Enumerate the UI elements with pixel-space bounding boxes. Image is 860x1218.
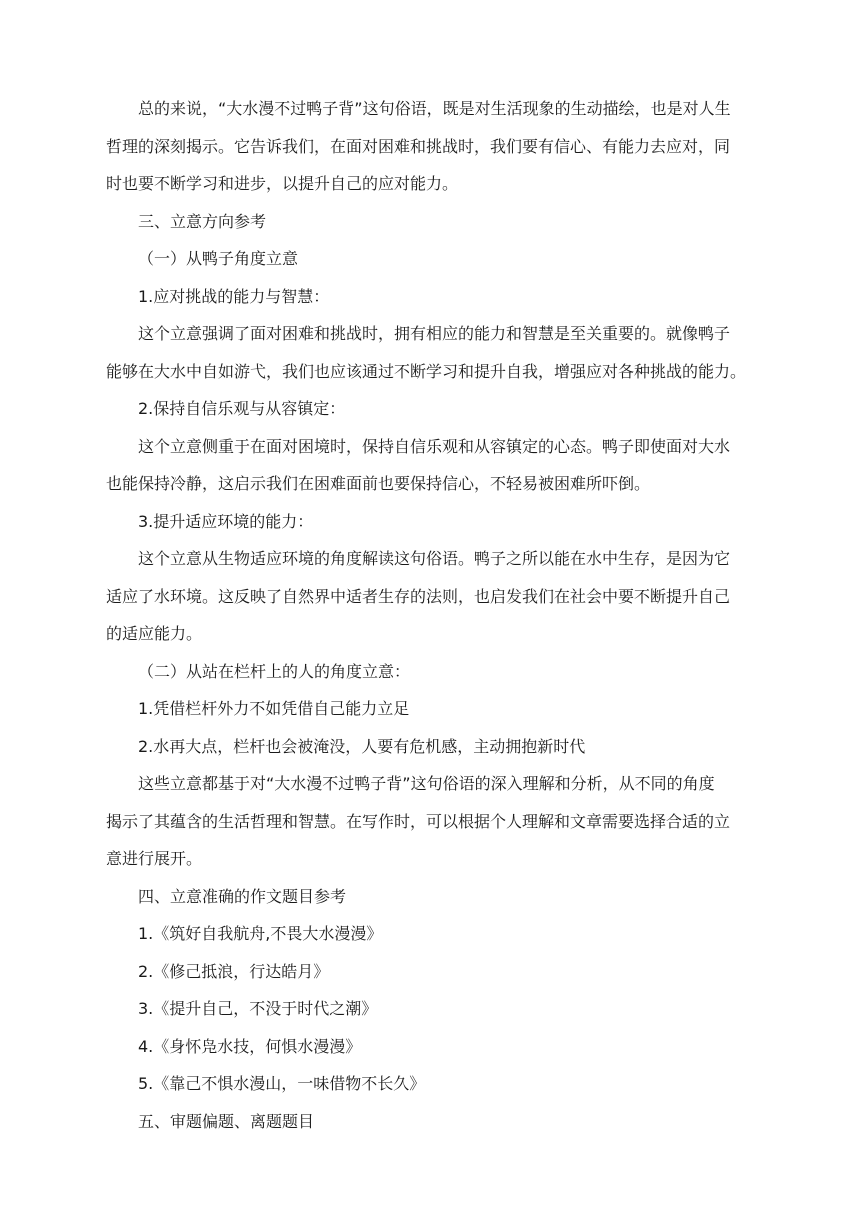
text-line: 总的来说，“大水漫不过鸭子背”这句俗语，既是对生活现象的生动描绘，也是对人生 bbox=[138, 99, 731, 118]
text-line: 能够在大水中自如游弋，我们也应该通过不断学习和提升自我，增强应对各种挑战的能力。 bbox=[106, 361, 747, 381]
text-line: 的适应能力。 bbox=[106, 624, 203, 643]
text-line: 五、审题偏题、离题题目 bbox=[138, 1111, 315, 1131]
text-line: 这些立意都基于对“大水漫不过鸭子背”这句俗语的深入理解和分析，从不同的角度 bbox=[138, 774, 715, 793]
text-line: 适应了水环境。这反映了自然界中适者生存的法则，也启发我们在社会中要不断提升自己 bbox=[106, 586, 731, 606]
text-line: 这个立意侧重于在面对困境时，保持自信乐观和从容镇定的心态。鸭子即使面对大水 bbox=[138, 436, 731, 456]
text-line: 时也要不断学习和进步，以提升自己的应对能力。 bbox=[106, 174, 459, 193]
text-line: 4.《身怀凫水技，何惧水漫漫》 bbox=[138, 1036, 362, 1056]
text-line: 2.水再大点，栏杆也会被淹没，人要有危机感，主动拥抱新时代 bbox=[138, 736, 586, 756]
text-line: 3.《提升自己，不没于时代之潮》 bbox=[138, 999, 378, 1018]
text-line: 四、立意准确的作文题目参考 bbox=[138, 886, 347, 906]
document-page bbox=[106, 90, 756, 1140]
text-line: 意进行展开。 bbox=[106, 849, 203, 868]
text-line: 2.《修己抵浪，行达皓月》 bbox=[138, 961, 330, 981]
text-line: 也能保持冷静，这启示我们在困难面前也要保持信心，不轻易被困难所吓倒。 bbox=[106, 474, 651, 493]
text-line: 1.《筑好自我航舟,不畏大水漫漫》 bbox=[138, 924, 383, 943]
text-line: 这个立意从生物适应环境的角度解读这句俗语。鸭子之所以能在水中生存，是因为它 bbox=[138, 549, 731, 568]
text-line: 三、立意方向参考 bbox=[138, 211, 267, 231]
text-line: 这个立意强调了面对困难和挑战时，拥有相应的能力和智慧是至关重要的。就像鸭子 bbox=[138, 324, 731, 343]
text-line: 哲理的深刻揭示。它告诉我们，在面对困难和挑战时，我们要有信心、有能力去应对，同 bbox=[106, 136, 731, 156]
text-line: 3.提升适应环境的能力： bbox=[138, 511, 314, 531]
text-line: 5.《靠己不惧水漫山，一味借物不长久》 bbox=[138, 1074, 426, 1093]
text-line: 2.保持自信乐观与从容镇定： bbox=[138, 399, 346, 418]
text-line: （二）从站在栏杆上的人的角度立意： bbox=[138, 661, 411, 681]
text-line: 揭示了其蕴含的生活哲理和智慧。在写作时，可以根据个人理解和文章需要选择合适的立 bbox=[106, 811, 731, 831]
text-line: （一）从鸭子角度立意 bbox=[138, 249, 299, 268]
text-line: 1.应对挑战的能力与智慧： bbox=[138, 286, 330, 306]
text-line: 1.凭借栏杆外力不如凭借自己能力立足 bbox=[138, 699, 410, 718]
